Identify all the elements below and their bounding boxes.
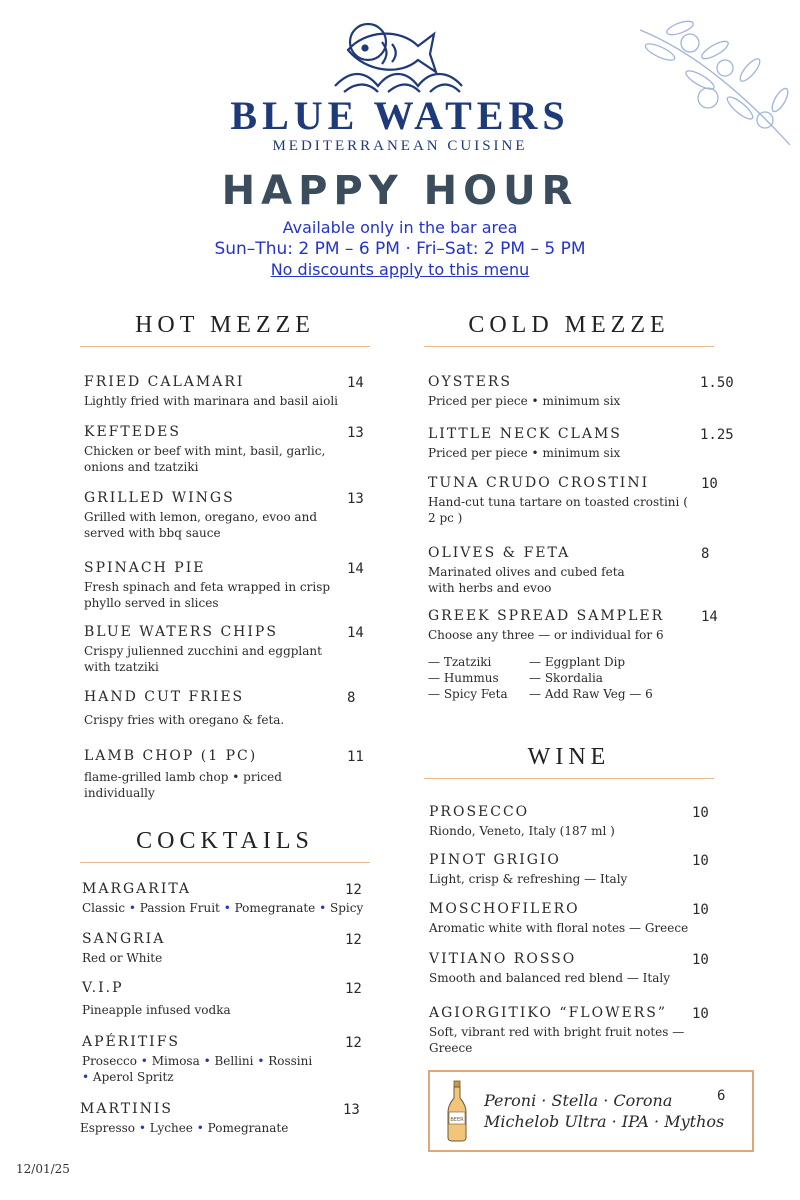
cold-mezze-divider bbox=[424, 346, 714, 347]
item-price: 12 bbox=[345, 882, 362, 898]
spread-option: — Eggplant Dip bbox=[529, 655, 626, 669]
spread-options-right bbox=[529, 654, 653, 702]
menu-item bbox=[82, 931, 342, 966]
item-name: FRIED CALAMARI bbox=[84, 374, 245, 390]
item-name: LITTLE NECK CLAMS bbox=[428, 426, 622, 442]
item-description: Smooth and balanced red blend — Italy bbox=[429, 971, 670, 985]
item-name: MARGARITA bbox=[82, 881, 192, 897]
cocktails-divider bbox=[80, 862, 370, 863]
item-description: Aromatic white with floral notes — Greece bbox=[429, 921, 689, 935]
item-description: Grilled with lemon, oregano, evoo and served with bbq sauce bbox=[84, 510, 317, 540]
item-options: Espresso • Lychee • Pomegranate bbox=[80, 1121, 289, 1135]
menu-item bbox=[428, 426, 698, 461]
item-price: 13 bbox=[347, 425, 364, 441]
page-title: HAPPY HOUR bbox=[221, 168, 579, 214]
menu-item bbox=[429, 852, 689, 887]
menu-item bbox=[84, 490, 344, 541]
item-name: TUNA CRUDO CROSTINI bbox=[428, 475, 650, 491]
item-price: 8 bbox=[347, 690, 356, 706]
item-price: 1.50 bbox=[700, 375, 734, 391]
spread-option: — Spicy Feta bbox=[428, 687, 508, 701]
item-description: Priced per piece • minimum six bbox=[428, 446, 621, 460]
spread-option: — Add Raw Veg — 6 bbox=[529, 687, 653, 701]
item-description: Marinated olives and cubed feta with herbs and evoo bbox=[428, 565, 625, 595]
item-price: 10 bbox=[692, 952, 709, 968]
item-price: 1.25 bbox=[700, 427, 734, 443]
item-options: Prosecco • Mimosa • Bellini • Rossini • Aperol Spritz bbox=[82, 1054, 313, 1084]
item-name: MOSCHOFILERO bbox=[429, 901, 580, 917]
item-name: MARTINIS bbox=[80, 1101, 173, 1117]
item-name: GREEK SPREAD SAMPLER bbox=[428, 608, 665, 624]
item-price: 14 bbox=[347, 625, 364, 641]
item-price: 13 bbox=[347, 491, 364, 507]
item-description: Light, crisp & refreshing — Italy bbox=[429, 872, 628, 886]
item-price: 10 bbox=[692, 902, 709, 918]
menu-item bbox=[80, 1101, 360, 1136]
spread-options-left bbox=[428, 654, 508, 702]
item-name: LAMB CHOP (1 PC) bbox=[84, 748, 258, 764]
item-price: 8 bbox=[701, 546, 710, 562]
item-description: Priced per piece • minimum six bbox=[428, 394, 621, 408]
beer-bottle-icon bbox=[446, 1080, 468, 1142]
item-name: OLIVES & FETA bbox=[428, 545, 571, 561]
item-name: HAND CUT FRIES bbox=[84, 689, 245, 705]
item-price: 11 bbox=[347, 749, 364, 765]
item-price: 10 bbox=[692, 1006, 709, 1022]
availability-note: Available only in the bar area bbox=[282, 218, 518, 237]
brand-tagline: MEDITERRANEAN CUISINE bbox=[272, 138, 528, 154]
item-price: 14 bbox=[347, 561, 364, 577]
item-name: PROSECCO bbox=[429, 804, 530, 820]
item-description: Hand-cut tuna tartare on toasted crostini ( 2 pc ) bbox=[428, 495, 688, 525]
menu-item bbox=[84, 374, 344, 409]
menu-item bbox=[84, 689, 344, 728]
fish-logo-icon bbox=[330, 20, 470, 95]
spread-option: — Skordalia bbox=[529, 671, 603, 685]
item-price: 14 bbox=[347, 375, 364, 391]
item-name: SANGRIA bbox=[82, 931, 166, 947]
item-name: SPINACH PIE bbox=[84, 560, 206, 576]
item-description: Crispy fries with oregano & feta. bbox=[84, 713, 285, 727]
item-price: 12 bbox=[345, 932, 362, 948]
cold-mezze-heading: COLD MEZZE bbox=[468, 312, 670, 338]
menu-item bbox=[429, 901, 699, 936]
item-options: Classic • Passion Fruit • Pomegranate • Spicy bbox=[82, 901, 364, 915]
item-price: 14 bbox=[701, 609, 718, 625]
menu-item bbox=[428, 545, 638, 596]
item-price: 12 bbox=[345, 1035, 362, 1051]
item-name: V.I.P bbox=[82, 980, 124, 996]
beer-list bbox=[484, 1090, 724, 1132]
item-name: VITIANO ROSSO bbox=[429, 951, 577, 967]
item-name: AGIORGITIKO “FLOWERS” bbox=[429, 1005, 667, 1021]
item-description: Soft, vibrant red with bright fruit notes — Greece bbox=[429, 1025, 685, 1055]
svg-text:BEER: BEER bbox=[450, 1117, 464, 1123]
item-price: 10 bbox=[701, 476, 718, 492]
item-price: 10 bbox=[692, 853, 709, 869]
item-name: GRILLED WINGS bbox=[84, 490, 235, 506]
item-description: Pineapple infused vodka bbox=[82, 1003, 231, 1017]
item-price: 13 bbox=[343, 1102, 360, 1118]
wine-divider bbox=[424, 778, 714, 779]
item-description: Riondo, Veneto, Italy (187 ml ) bbox=[429, 824, 615, 838]
spread-option: — Hummus bbox=[428, 671, 499, 685]
menu-item bbox=[82, 881, 372, 916]
menu-item bbox=[82, 980, 342, 1018]
beer-line-1: Peroni · Stella · Corona bbox=[484, 1091, 673, 1110]
item-price: 12 bbox=[345, 981, 362, 997]
item-name: OYSTERS bbox=[428, 374, 512, 390]
menu-item bbox=[428, 608, 693, 643]
item-name: BLUE WATERS CHIPS bbox=[84, 624, 278, 640]
beer-price: 6 bbox=[717, 1088, 726, 1104]
item-description: Chicken or beef with mint, basil, garlic, onions and tzatziki bbox=[84, 444, 326, 474]
hot-mezze-divider bbox=[80, 346, 370, 347]
menu-item bbox=[84, 624, 344, 675]
item-description: Choose any three — or individual for 6 bbox=[428, 628, 664, 642]
brand-name: BLUE WATERS bbox=[230, 93, 570, 138]
item-name: PINOT GRIGIO bbox=[429, 852, 561, 868]
menu-item bbox=[82, 1034, 332, 1085]
item-price: 10 bbox=[692, 805, 709, 821]
cocktails-heading: COCKTAILS bbox=[136, 828, 314, 854]
menu-item bbox=[84, 424, 344, 475]
spread-option: — Tzatziki bbox=[428, 655, 492, 669]
hours-note: Sun–Thu: 2 PM – 6 PM · Fri–Sat: 2 PM – 5 PM bbox=[214, 239, 586, 259]
item-description: Crispy julienned zucchini and eggplant with tzatziki bbox=[84, 644, 322, 674]
menu-item bbox=[84, 748, 324, 801]
hot-mezze-heading: HOT MEZZE bbox=[135, 312, 315, 338]
beer-box bbox=[428, 1070, 754, 1152]
item-description: Fresh spinach and feta wrapped in crisp phyllo served in slices bbox=[84, 580, 331, 610]
beer-line-2: Michelob Ultra · IPA · Mythos bbox=[484, 1112, 725, 1131]
item-name: KEFTEDES bbox=[84, 424, 181, 440]
menu-item bbox=[428, 475, 693, 526]
no-discount-note: No discounts apply to this menu bbox=[270, 260, 530, 279]
item-name: APÉRITIFS bbox=[82, 1034, 180, 1050]
wine-heading: WINE bbox=[527, 744, 611, 770]
menu-date: 12/01/25 bbox=[16, 1162, 70, 1176]
item-description: Red or White bbox=[82, 951, 163, 965]
menu-item bbox=[84, 560, 344, 611]
menu-item bbox=[429, 951, 689, 986]
menu-item bbox=[428, 374, 698, 409]
item-description: flame-grilled lamb chop • priced individually bbox=[84, 770, 282, 800]
menu-item bbox=[429, 804, 689, 839]
item-description: Lightly fried with marinara and basil aioli bbox=[84, 394, 339, 408]
menu-item bbox=[429, 1005, 689, 1056]
